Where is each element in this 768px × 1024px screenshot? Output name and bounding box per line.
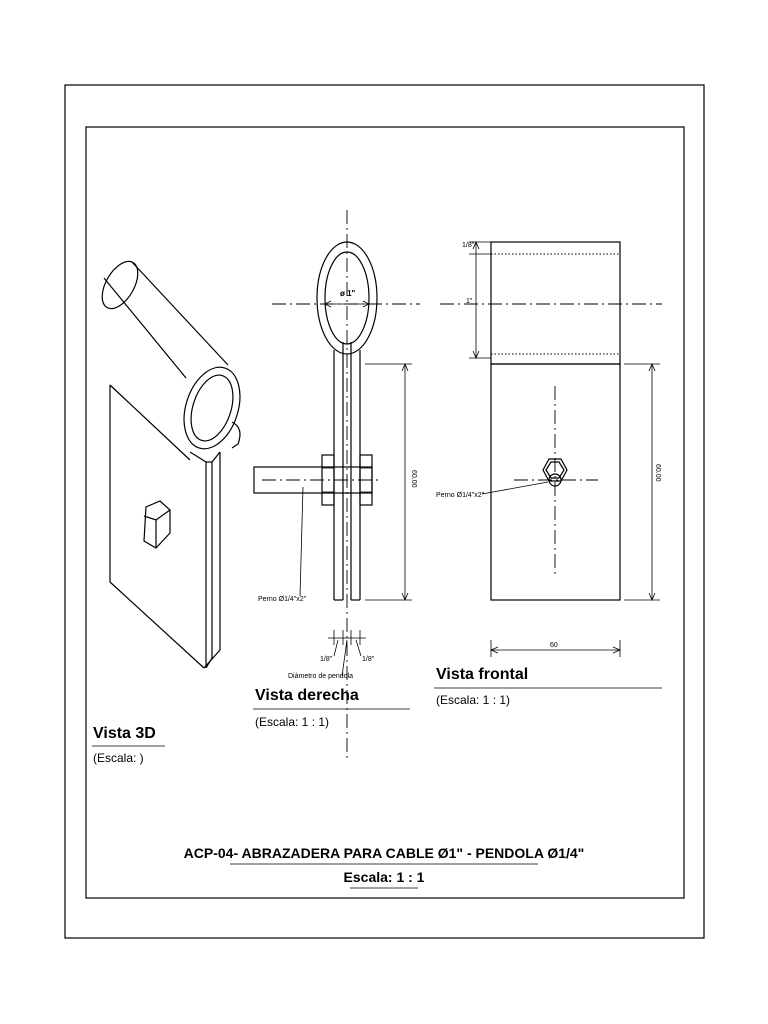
inner-border [86, 127, 684, 898]
thickness-right-label: 1/8" [362, 656, 375, 663]
dim-width-front-label: 60 [550, 642, 558, 649]
outer-border [65, 85, 704, 938]
view-front-drawing [440, 242, 662, 657]
top-thickness-label: 1/8" [462, 242, 475, 249]
view-3d-drawing [95, 255, 250, 668]
view-front-scale: (Escala: 1 : 1) [436, 693, 511, 707]
drawing-scale: Escala: 1 : 1 [343, 869, 425, 885]
bolt-front-label: Perno Ø1/4"x2" [436, 492, 485, 499]
view-right-scale: (Escala: 1 : 1) [255, 715, 330, 729]
tube-diameter-label: 1" [466, 298, 473, 305]
view-right-title: Vista derecha [255, 687, 359, 704]
hanger-diameter-label: Diámetro de pendola [288, 673, 353, 680]
thickness-left-label: 1/8" [320, 656, 333, 663]
dim-height-front-label: 60.00 [654, 464, 661, 482]
view-front-title: Vista frontal [436, 666, 529, 683]
dim-height-right-label: 60.00 [410, 470, 417, 488]
drawing-title: ACP-04- ABRAZADERA PARA CABLE Ø1" - PENDOLA Ø1/4" [183, 845, 585, 861]
view-3d-scale: (Escala: ) [93, 751, 144, 765]
ring-diameter-label: ø 1" [340, 289, 356, 298]
bolt-right-label: Perno Ø1/4"x2" [258, 596, 307, 603]
view-3d-title: Vista 3D [93, 725, 156, 742]
